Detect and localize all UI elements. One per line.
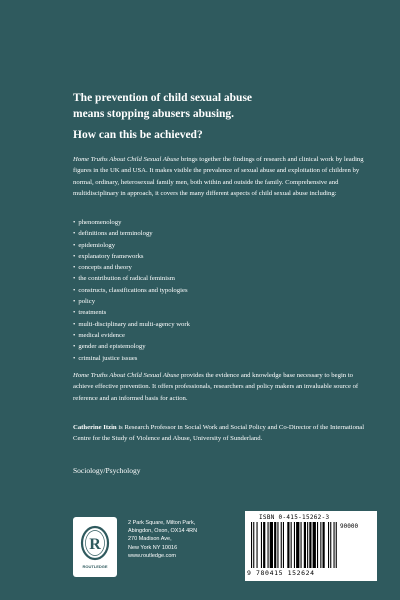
barcode-bar — [270, 522, 273, 568]
conclusion-paragraph — [73, 370, 373, 404]
barcode-bar — [317, 522, 318, 568]
topic-item: • epidemiology — [73, 240, 373, 251]
topic-item: • constructs, classifications and typologies — [73, 285, 373, 296]
barcode-bar — [307, 522, 308, 568]
barcode-bar — [261, 522, 262, 568]
book-title: Home Truths About Child Sexual Abuse — [73, 372, 180, 379]
topic-list — [73, 217, 373, 364]
category-label: Sociology/Psychology — [73, 466, 141, 475]
barcode-bar — [257, 522, 258, 568]
publisher-address — [128, 519, 228, 560]
barcode-bar — [301, 522, 302, 568]
topic-item: • definitions and terminology — [73, 228, 373, 239]
book-title: Home Truths About Child Sexual Abuse — [73, 156, 180, 163]
svg-text:ROUTLEDGE: ROUTLEDGE — [82, 564, 108, 569]
barcode-bar — [334, 522, 335, 568]
ean-digits: 9 780415 152624 — [247, 569, 315, 577]
price-code: 90000 — [340, 523, 359, 530]
topic-item: • criminal justice issues — [73, 353, 373, 364]
topic-item: • explanatory frameworks — [73, 251, 373, 262]
barcode — [245, 511, 377, 581]
barcode-bar — [251, 522, 252, 568]
barcode-bar — [287, 522, 289, 568]
author-bio-text: is Research Professor in Social Work and Social Policy and Co-Director of the International Centre for the Study of Violence and Abuse, University of Sunderland. — [73, 424, 365, 443]
barcode-bar — [274, 522, 276, 568]
topic-item: • phenomenology — [73, 217, 373, 228]
barcode-bars — [249, 522, 373, 570]
topic-item: • multi-disciplinary and multi-agency work — [73, 319, 373, 330]
topic-item: • policy — [73, 296, 373, 307]
address-line: 270 Madison Ave, — [128, 536, 172, 543]
barcode-bar — [330, 522, 331, 568]
topic-item: • gender and epistemology — [73, 341, 373, 352]
topic-item: • concepts and theory — [73, 262, 373, 273]
address-line: Abingdon, Oxon, OX14 4RN — [128, 528, 198, 535]
barcode-bar — [281, 522, 282, 568]
headline — [73, 90, 373, 122]
barcode-bar — [253, 522, 254, 568]
barcode-bar — [277, 522, 278, 568]
address-line: 2 Park Square, Milton Park, — [128, 520, 196, 526]
topic-item: • medical evidence — [73, 330, 373, 341]
intro-paragraph — [73, 154, 373, 200]
author-bio — [73, 422, 373, 445]
routledge-logo — [73, 517, 117, 577]
routledge-logo-icon — [75, 519, 115, 575]
barcode-bar — [283, 522, 284, 568]
barcode-bar — [313, 522, 316, 568]
question-heading: How can this be achieved? — [73, 129, 203, 141]
barcode-bar — [294, 522, 295, 568]
topic-item: • treatments — [73, 307, 373, 318]
headline-line-1: The prevention of child sexual abuse — [73, 92, 253, 104]
svg-text:R: R — [89, 536, 101, 553]
isbn-label: ISBN 0-415-15262-3 — [259, 514, 330, 521]
barcode-bar — [268, 522, 269, 568]
barcode-bar — [336, 522, 337, 568]
barcode-bar — [328, 522, 329, 568]
barcode-bar — [309, 522, 311, 568]
barcode-bar — [263, 522, 265, 568]
barcode-bar — [291, 522, 292, 568]
author-name: Catherine Itzin — [73, 424, 117, 431]
barcode-bar — [320, 522, 321, 568]
barcode-bar — [304, 522, 306, 568]
barcode-bar — [323, 522, 325, 568]
topic-item: • the contribution of radical feminism — [73, 273, 373, 284]
barcode-bar — [296, 522, 299, 568]
address-line: New York NY 10016 — [128, 544, 178, 551]
intro-text: brings together the findings of research and clinical work by leading figures in the UK and USA. It makes visible the prevalence of sexual abuse and exploitation of children by normal, ordinary, heterosexual family men, both within and outside the family. Comprehensive and multidisciplinary in approach, it covers the many different aspects of child sexual abuse including: — [73, 156, 364, 198]
conclusion-text: provides the evidence and knowledge base necessary to begin to achieve effective prevention. It offers professionals, researchers and policy makers an invaluable source of reference and an informed basis for action. — [73, 372, 359, 402]
publisher-website: www.routledge.com — [128, 552, 176, 559]
headline-line-2: means stopping abusers abusing. — [73, 108, 235, 120]
